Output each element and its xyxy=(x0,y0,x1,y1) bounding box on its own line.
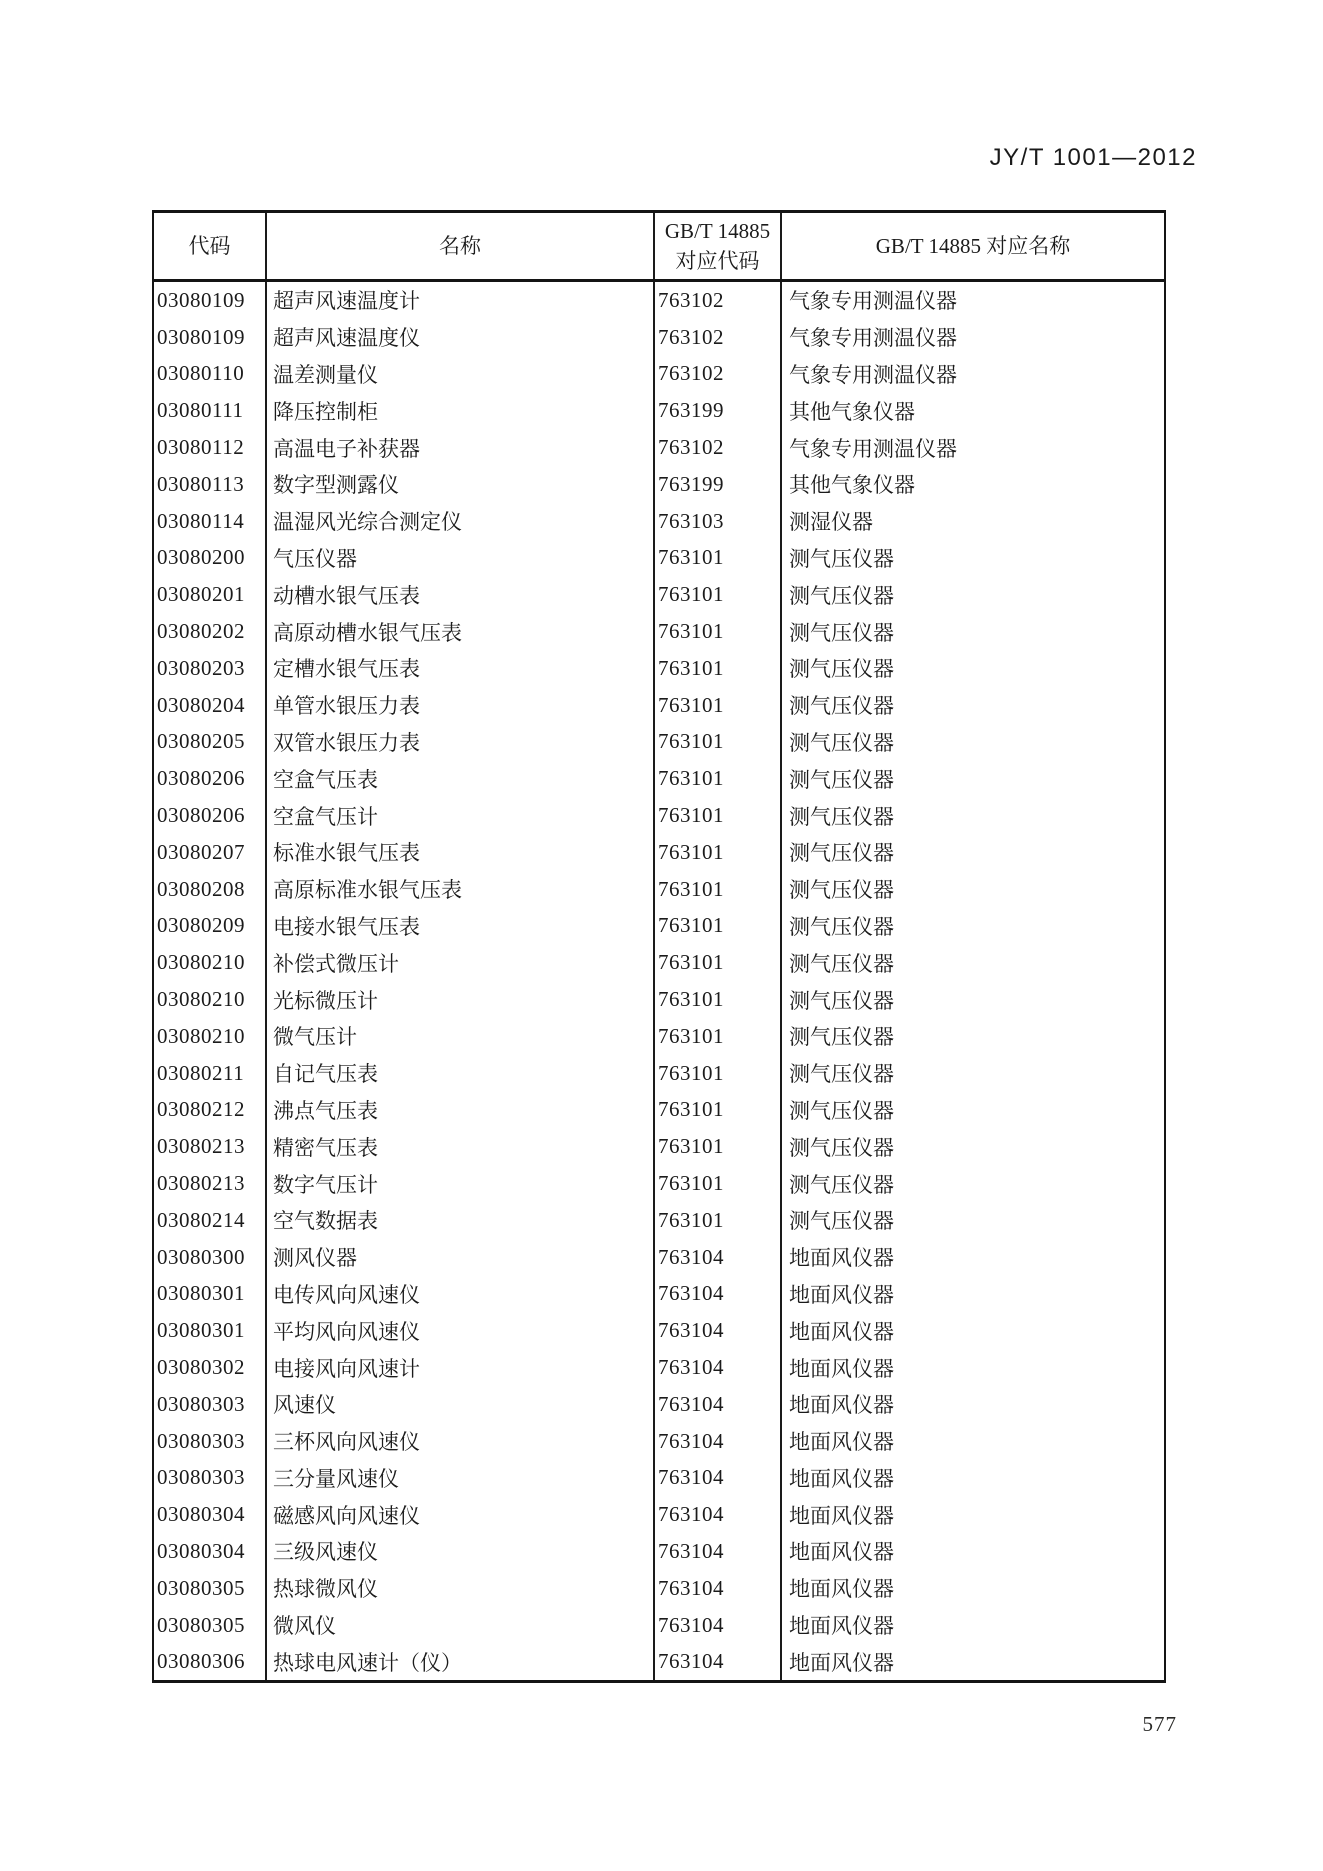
cell-code: 03080210 xyxy=(157,987,245,1012)
cell-name: 平均风向风速仪 xyxy=(266,1312,654,1349)
table-row xyxy=(153,1423,1165,1460)
table-row xyxy=(153,613,1165,650)
cell-gbt-name: 测气压仪器 xyxy=(781,981,1165,1018)
cell-code: 03080305 xyxy=(157,1612,245,1637)
cell-gbt-code: 763101 xyxy=(654,613,781,650)
cell-name: 温湿风光综合测定仪 xyxy=(266,503,654,540)
cell-gbt-code: 763101 xyxy=(654,908,781,945)
table-row xyxy=(153,1128,1165,1165)
cell-gbt-code: 763104 xyxy=(654,1643,781,1681)
cell-gbt-name: 其他气象仪器 xyxy=(781,392,1165,429)
cell-gbt-name: 地面风仪器 xyxy=(781,1570,1165,1607)
cell-name: 数字型测露仪 xyxy=(266,466,654,503)
cell-code: 03080208 xyxy=(157,876,245,901)
cell-name: 降压控制柜 xyxy=(266,392,654,429)
cell-gbt-name: 地面风仪器 xyxy=(781,1533,1165,1570)
header-gbt-code-line2: 对应代码 xyxy=(675,249,760,273)
cell-gbt-name: 测气压仪器 xyxy=(781,797,1165,834)
table-row xyxy=(153,356,1165,393)
cell-gbt-code: 763101 xyxy=(654,871,781,908)
cell-code: 03080214 xyxy=(157,1207,245,1232)
table-row xyxy=(153,1643,1165,1681)
cell-name: 三杯风向风速仪 xyxy=(266,1423,654,1460)
cell-gbt-code: 763101 xyxy=(654,760,781,797)
cell-code: 03080304 xyxy=(157,1502,245,1527)
header-cell-name: 名称 xyxy=(266,212,654,281)
cell-gbt-code: 763101 xyxy=(654,981,781,1018)
cell-gbt-code: 763199 xyxy=(654,392,781,429)
cell-gbt-name: 测气压仪器 xyxy=(781,576,1165,613)
cell-code: 03080305 xyxy=(157,1575,245,1600)
cell-name: 测风仪器 xyxy=(266,1239,654,1276)
cell-gbt-code: 763102 xyxy=(654,356,781,393)
cell-name: 电接风向风速计 xyxy=(266,1349,654,1386)
header-cell-gbt-name: GB/T 14885 对应名称 xyxy=(781,212,1165,281)
cell-gbt-name: 测气压仪器 xyxy=(781,944,1165,981)
cell-gbt-code: 763104 xyxy=(654,1312,781,1349)
table-row xyxy=(153,1607,1165,1644)
cell-name: 沸点气压表 xyxy=(266,1092,654,1129)
cell-gbt-code: 763104 xyxy=(654,1239,781,1276)
cell-gbt-name: 地面风仪器 xyxy=(781,1460,1165,1497)
cell-gbt-code: 763101 xyxy=(654,1128,781,1165)
table-row xyxy=(153,1092,1165,1129)
cell-name: 光标微压计 xyxy=(266,981,654,1018)
table-row xyxy=(153,576,1165,613)
cell-gbt-code: 763101 xyxy=(654,1055,781,1092)
cell-gbt-code: 763101 xyxy=(654,724,781,761)
table-row xyxy=(153,944,1165,981)
cell-gbt-name: 测气压仪器 xyxy=(781,1092,1165,1129)
cell-code: 03080301 xyxy=(157,1281,245,1306)
cell-code: 03080302 xyxy=(157,1355,245,1379)
table-row xyxy=(153,650,1165,687)
cell-gbt-name: 测气压仪器 xyxy=(781,1165,1165,1202)
header-cell-code: 代码 xyxy=(153,212,266,281)
cell-gbt-name: 测气压仪器 xyxy=(781,1128,1165,1165)
standard-number-header: JY/T 1001—2012 xyxy=(989,144,1197,171)
cell-gbt-name: 测气压仪器 xyxy=(781,1055,1165,1092)
cell-code: 03080201 xyxy=(157,582,245,607)
cell-code: 03080210 xyxy=(157,1023,245,1048)
cell-gbt-name: 测气压仪器 xyxy=(781,724,1165,761)
cell-code: 03080304 xyxy=(157,1538,245,1563)
cell-code: 03080211 xyxy=(157,1060,245,1085)
cell-name: 三级风速仪 xyxy=(266,1533,654,1570)
cell-code: 03080205 xyxy=(157,729,245,754)
cell-name: 补偿式微压计 xyxy=(266,944,654,981)
table-row xyxy=(153,797,1165,834)
table-row xyxy=(153,834,1165,871)
cell-name: 数字气压计 xyxy=(266,1165,654,1202)
cell-gbt-code: 763101 xyxy=(654,650,781,687)
table-row xyxy=(153,1570,1165,1607)
cell-code: 03080212 xyxy=(157,1097,245,1122)
cell-gbt-code: 763104 xyxy=(654,1460,781,1497)
cell-gbt-code: 763101 xyxy=(654,1092,781,1129)
cell-name: 定槽水银气压表 xyxy=(266,650,654,687)
cell-gbt-code: 763104 xyxy=(654,1386,781,1423)
cell-name: 超声风速温度仪 xyxy=(266,319,654,356)
cell-code: 03080200 xyxy=(157,545,245,570)
cell-gbt-name: 地面风仪器 xyxy=(781,1349,1165,1386)
cell-gbt-code: 763101 xyxy=(654,1165,781,1202)
cell-gbt-name: 测气压仪器 xyxy=(781,908,1165,945)
cell-name: 微气压计 xyxy=(266,1018,654,1055)
table-row xyxy=(153,540,1165,577)
cell-code: 03080202 xyxy=(157,619,245,644)
table-row xyxy=(153,1533,1165,1570)
cell-name: 标准水银气压表 xyxy=(266,834,654,871)
table-row xyxy=(153,981,1165,1018)
table-row xyxy=(153,871,1165,908)
cell-gbt-name: 测湿仪器 xyxy=(781,503,1165,540)
table-row xyxy=(153,1386,1165,1423)
cell-name: 电接水银气压表 xyxy=(266,908,654,945)
table-header-row xyxy=(153,212,1165,281)
cell-gbt-name: 测气压仪器 xyxy=(781,1202,1165,1239)
cell-gbt-name: 测气压仪器 xyxy=(781,834,1165,871)
cell-gbt-name: 地面风仪器 xyxy=(781,1643,1165,1681)
cell-name: 热球电风速计（仪） xyxy=(266,1643,654,1681)
cell-name: 空盒气压计 xyxy=(266,797,654,834)
table-row xyxy=(153,1018,1165,1055)
cell-gbt-name: 测气压仪器 xyxy=(781,1018,1165,1055)
cell-code: 03080213 xyxy=(157,1134,245,1159)
cell-gbt-code: 763101 xyxy=(654,797,781,834)
cell-gbt-name: 测气压仪器 xyxy=(781,760,1165,797)
table-row xyxy=(153,1312,1165,1349)
cell-code: 03080209 xyxy=(157,913,245,938)
cell-gbt-code: 763101 xyxy=(654,687,781,724)
table-row xyxy=(153,687,1165,724)
cell-code: 03080206 xyxy=(157,766,245,791)
cell-gbt-name: 气象专用测温仪器 xyxy=(781,356,1165,393)
cell-name: 双管水银压力表 xyxy=(266,724,654,761)
table-row xyxy=(153,1165,1165,1202)
cell-name: 风速仪 xyxy=(266,1386,654,1423)
cell-code: 03080113 xyxy=(157,471,245,496)
cell-name: 三分量风速仪 xyxy=(266,1460,654,1497)
code-mapping-table xyxy=(152,210,1166,1683)
cell-name: 气压仪器 xyxy=(266,540,654,577)
table-row xyxy=(153,1055,1165,1092)
cell-name: 高温电子补获器 xyxy=(266,429,654,466)
cell-gbt-code: 763102 xyxy=(654,281,781,319)
table-row xyxy=(153,760,1165,797)
table-row xyxy=(153,392,1165,429)
table-row xyxy=(153,319,1165,356)
table-row xyxy=(153,1460,1165,1497)
cell-gbt-code: 763103 xyxy=(654,503,781,540)
cell-name: 自记气压表 xyxy=(266,1055,654,1092)
cell-gbt-name: 气象专用测温仪器 xyxy=(781,281,1165,319)
cell-name: 高原动槽水银气压表 xyxy=(266,613,654,650)
cell-gbt-name: 地面风仪器 xyxy=(781,1239,1165,1276)
cell-gbt-name: 地面风仪器 xyxy=(781,1276,1165,1313)
cell-name: 精密气压表 xyxy=(266,1128,654,1165)
cell-gbt-name: 地面风仪器 xyxy=(781,1386,1165,1423)
cell-name: 动槽水银气压表 xyxy=(266,576,654,613)
cell-code: 03080210 xyxy=(157,950,245,975)
cell-gbt-code: 763102 xyxy=(654,319,781,356)
cell-gbt-name: 测气压仪器 xyxy=(781,613,1165,650)
cell-gbt-code: 763101 xyxy=(654,834,781,871)
cell-code: 03080204 xyxy=(157,692,245,717)
cell-name: 空盒气压表 xyxy=(266,760,654,797)
table-row xyxy=(153,1496,1165,1533)
cell-code: 03080303 xyxy=(157,1391,245,1416)
cell-code: 03080303 xyxy=(157,1428,245,1453)
cell-name: 磁感风向风速仪 xyxy=(266,1496,654,1533)
table-row xyxy=(153,908,1165,945)
cell-gbt-code: 763104 xyxy=(654,1496,781,1533)
table-header xyxy=(153,212,1165,281)
table-body xyxy=(153,281,1165,1682)
cell-name: 温差测量仪 xyxy=(266,356,654,393)
cell-code: 03080112 xyxy=(157,435,245,460)
table-row xyxy=(153,1202,1165,1239)
cell-gbt-code: 763101 xyxy=(654,540,781,577)
cell-code: 03080109 xyxy=(157,287,245,312)
table-row xyxy=(153,429,1165,466)
cell-code: 03080114 xyxy=(157,508,245,533)
cell-code: 03080203 xyxy=(157,655,245,680)
cell-name: 微风仪 xyxy=(266,1607,654,1644)
cell-code: 03080110 xyxy=(157,361,245,386)
cell-gbt-code: 763104 xyxy=(654,1423,781,1460)
cell-gbt-name: 测气压仪器 xyxy=(781,650,1165,687)
table-row xyxy=(153,466,1165,503)
cell-code: 03080306 xyxy=(157,1649,245,1674)
cell-gbt-name: 其他气象仪器 xyxy=(781,466,1165,503)
cell-code: 03080109 xyxy=(157,324,245,349)
cell-gbt-name: 地面风仪器 xyxy=(781,1312,1165,1349)
cell-gbt-name: 测气压仪器 xyxy=(781,687,1165,724)
header-gbt-code-line1: GB/T 14885 xyxy=(664,219,771,243)
cell-gbt-code: 763102 xyxy=(654,429,781,466)
cell-code: 03080207 xyxy=(157,839,245,864)
cell-gbt-code: 763104 xyxy=(654,1276,781,1313)
cell-gbt-name: 气象专用测温仪器 xyxy=(781,429,1165,466)
header-cell-gbt-code xyxy=(654,212,781,281)
cell-gbt-code: 763104 xyxy=(654,1570,781,1607)
page-number: 577 xyxy=(1142,1712,1177,1736)
cell-code: 03080213 xyxy=(157,1171,245,1196)
cell-gbt-name: 气象专用测温仪器 xyxy=(781,319,1165,356)
cell-gbt-name: 测气压仪器 xyxy=(781,540,1165,577)
cell-name: 电传风向风速仪 xyxy=(266,1276,654,1313)
cell-gbt-name: 地面风仪器 xyxy=(781,1607,1165,1644)
cell-code: 03080300 xyxy=(157,1244,245,1269)
cell-gbt-name: 地面风仪器 xyxy=(781,1423,1165,1460)
cell-code: 03080303 xyxy=(157,1465,245,1490)
cell-gbt-name: 地面风仪器 xyxy=(781,1496,1165,1533)
table-row xyxy=(153,724,1165,761)
table-row xyxy=(153,1239,1165,1276)
cell-code: 03080301 xyxy=(157,1318,245,1343)
cell-name: 热球微风仪 xyxy=(266,1570,654,1607)
cell-name: 高原标准水银气压表 xyxy=(266,871,654,908)
cell-gbt-code: 763199 xyxy=(654,466,781,503)
table-row xyxy=(153,1349,1165,1386)
cell-gbt-code: 763101 xyxy=(654,944,781,981)
cell-gbt-code: 763101 xyxy=(654,576,781,613)
table-row xyxy=(153,281,1165,319)
cell-gbt-code: 763104 xyxy=(654,1533,781,1570)
cell-name: 单管水银压力表 xyxy=(266,687,654,724)
cell-name: 超声风速温度计 xyxy=(266,281,654,319)
table-row xyxy=(153,1276,1165,1313)
cell-gbt-code: 763104 xyxy=(654,1607,781,1644)
cell-gbt-code: 763101 xyxy=(654,1018,781,1055)
cell-gbt-name: 测气压仪器 xyxy=(781,871,1165,908)
cell-gbt-code: 763104 xyxy=(654,1349,781,1386)
cell-code: 03080206 xyxy=(157,803,245,828)
cell-code: 03080111 xyxy=(157,398,244,423)
cell-name: 空气数据表 xyxy=(266,1202,654,1239)
table-row xyxy=(153,503,1165,540)
cell-gbt-code: 763101 xyxy=(654,1202,781,1239)
